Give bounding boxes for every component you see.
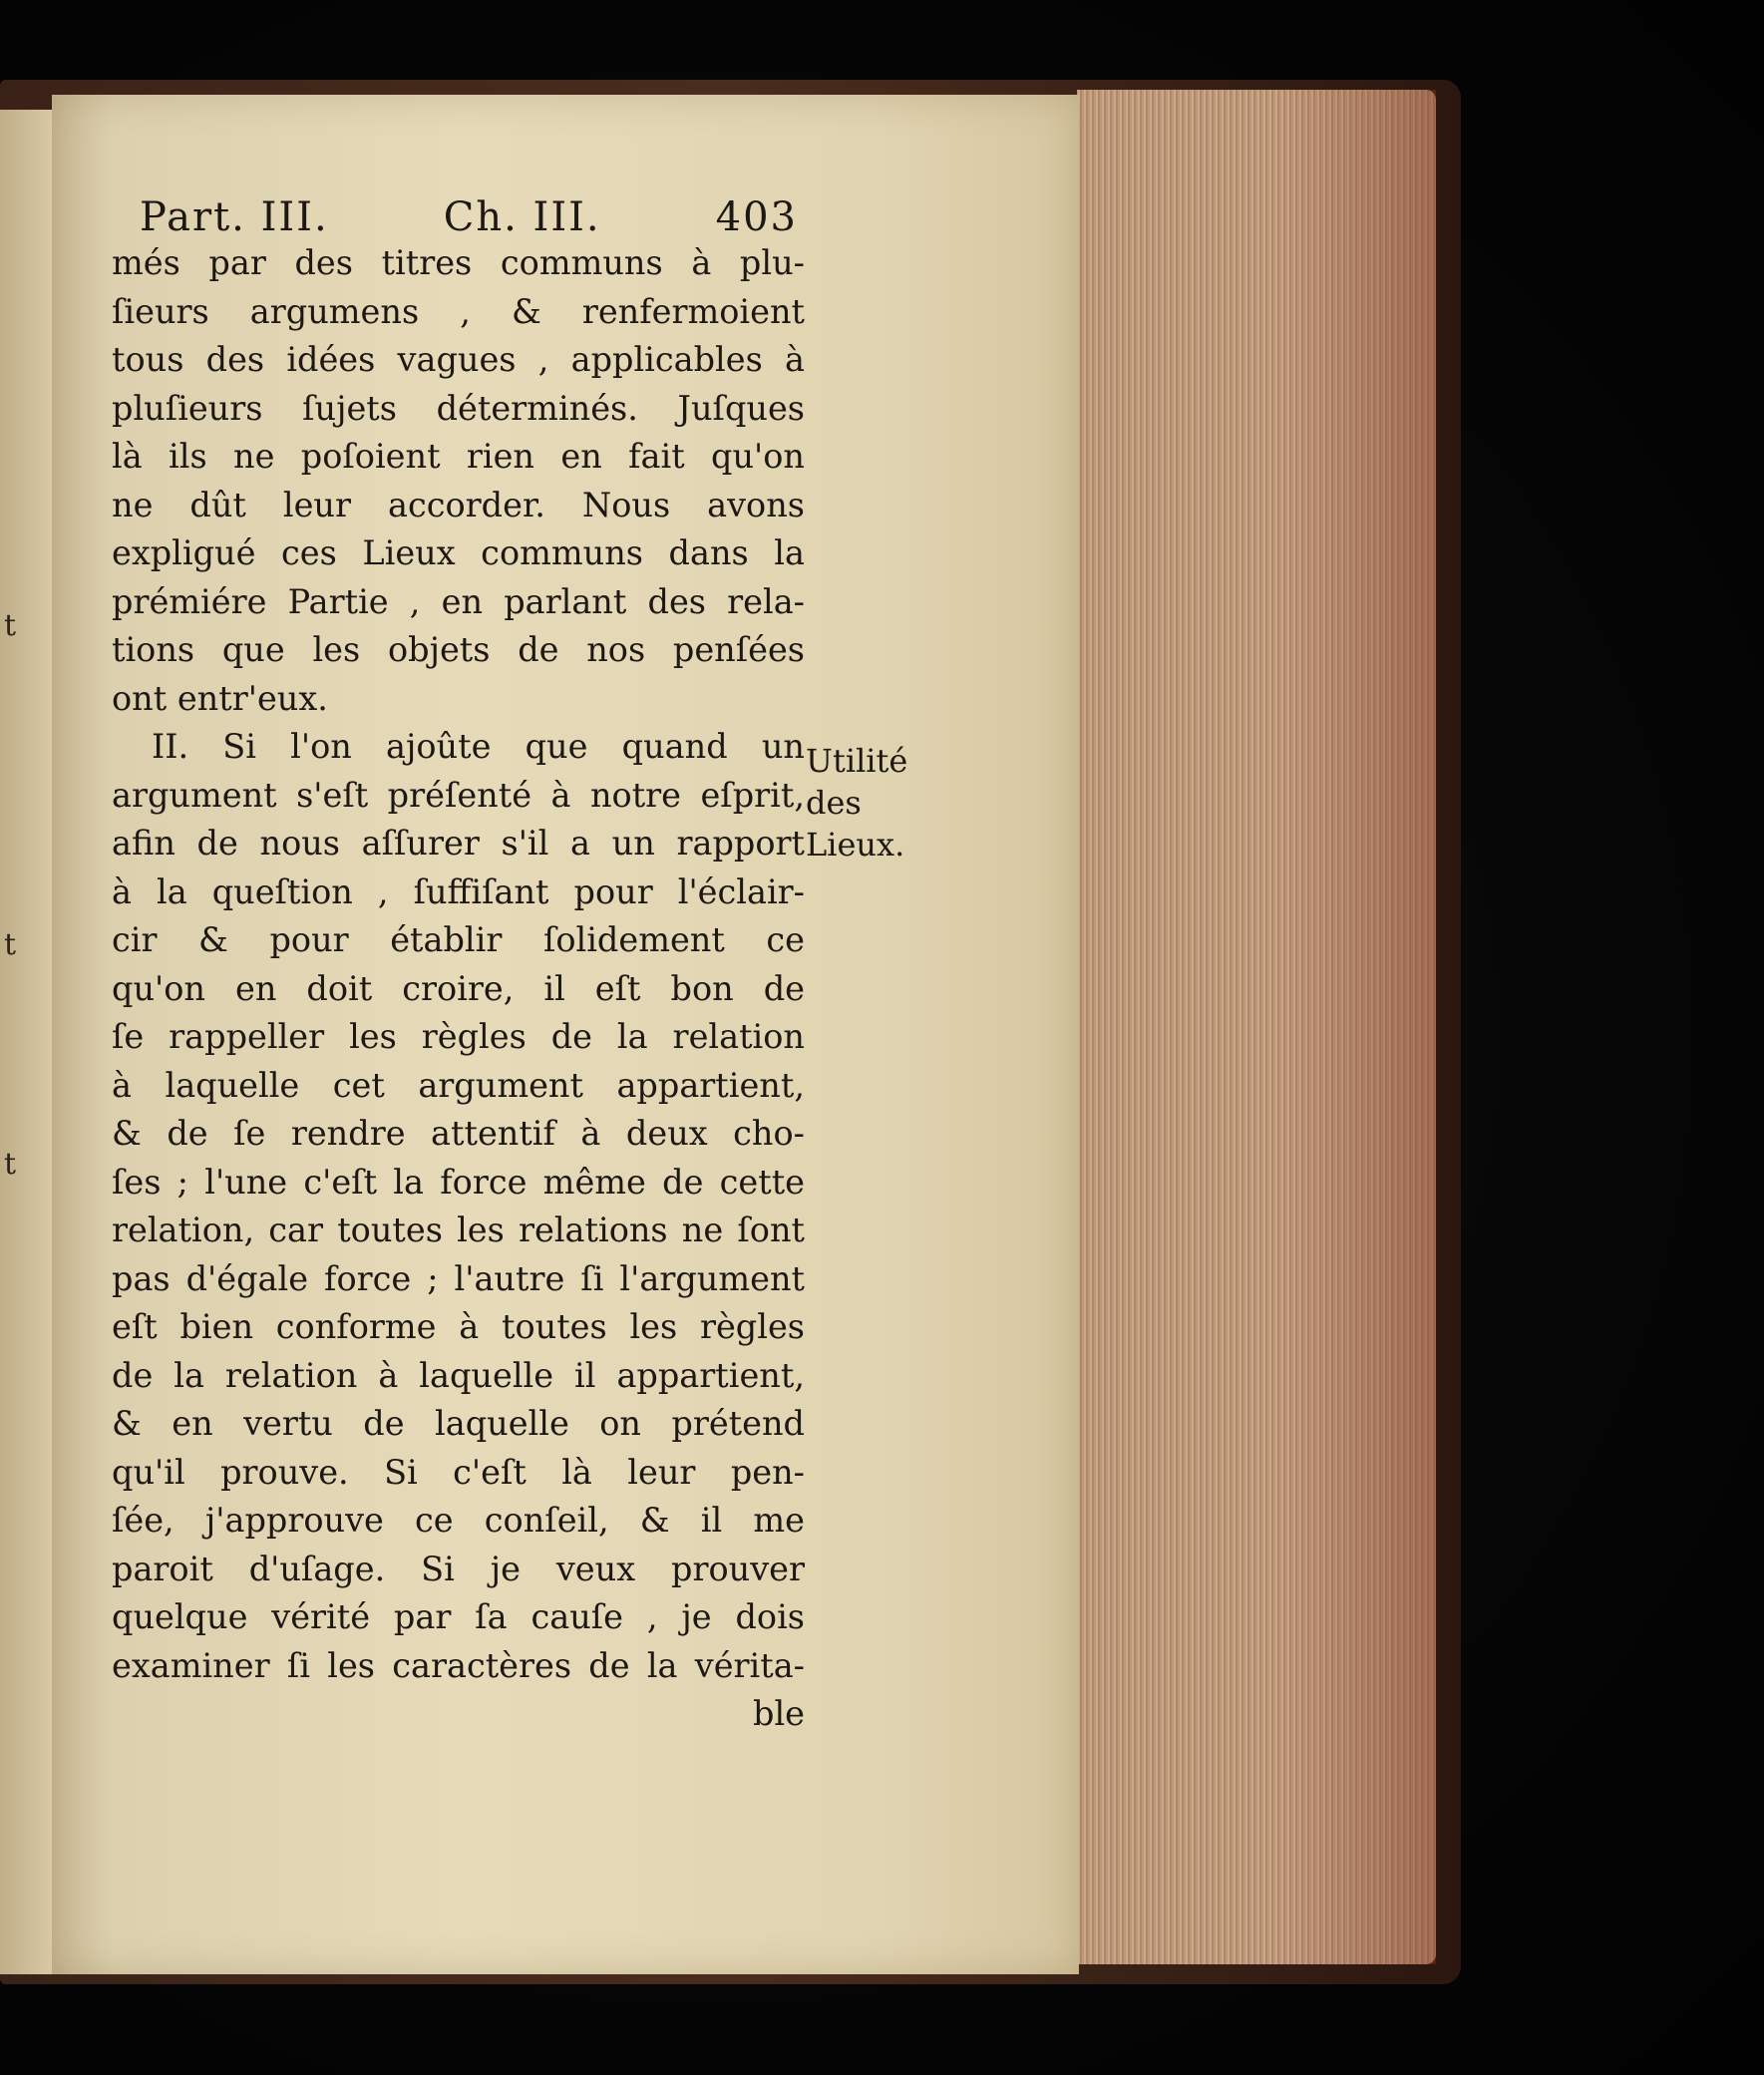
text-line: ble [753,1694,805,1733]
text-line: ont entr'eux. [112,678,328,718]
text-line: examiner ſi les caractères de la vérita- [112,1645,805,1685]
text-line: ſieurs argumens , & renfermoient [112,291,805,331]
margin-note [806,740,907,865]
chapter-label: Ch. III. [443,194,601,240]
text-line: tous des idées vagues , applicables à [112,340,805,379]
text-line: més par des titres communs à plu- [112,243,805,282]
text-line: & en vertu de laquelle on prétend [112,1404,805,1443]
left-page-mark: t [4,1147,17,1182]
edge-shade [1276,90,1436,1964]
margin-note-line: Utilité [806,742,908,780]
text-line: prémiére Partie , en parlant des rela- [112,581,805,621]
margin-note-line: Lieux. [806,826,905,864]
left-page-sliver [0,110,54,1974]
text-line: de la relation à laquelle il appartient, [112,1355,805,1395]
text-line: là ils ne poſoient rien en fait qu'on [112,437,805,476]
text-line: argument s'eſt préſenté à notre eſprit, [112,775,805,815]
text-line: ne dût leur accorder. Nous avons [112,485,805,524]
text-line: ſes ; l'une c'eſt la force même de cette [112,1162,805,1202]
text-line: ſée, j'approuve ce conſeil, & il me [112,1501,805,1540]
text-line: à laquelle cet argument appartient, [112,1065,805,1105]
text-line: qu'il prouve. Si c'eſt là leur pen- [112,1452,805,1492]
page-block-edges [1077,90,1436,1964]
text-line: à la queſtion , ſuffiſant pour l'éclair- [112,871,805,911]
text-line: ſe rappeller les règles de la relation [112,1017,805,1056]
body-text [112,239,805,1739]
text-line: pluſieurs ſujets déterminés. Juſques [112,388,805,428]
page-number: 403 [715,194,798,240]
left-page-mark: t [4,608,17,643]
text-line: cir & pour établir ſolidement ce [112,920,805,959]
part-label: Part. III. [140,194,329,240]
left-page-mark: t [4,927,17,962]
text-line: quelque vérité par ſa cauſe , je dois [112,1597,805,1636]
text-line: expligué ces Lieux communs dans la [112,533,805,572]
text-line: & de ſe rendre attentif à deux cho- [112,1114,805,1153]
text-line: tions que les objets de nos penſées [112,630,805,669]
text-line: pas d'égale force ; l'autre ſi l'argument [112,1258,805,1298]
text-line: qu'on en doit croire, il eſt bon de [112,968,805,1008]
text-line: relation, car toutes les relations ne ſont [112,1210,805,1249]
text-line: paroit d'uſage. Si je veux prouver [112,1549,805,1588]
text-line: afin de nous aſſurer s'il a un rapport [112,824,805,863]
text-line: eſt bien conforme à toutes les règles [112,1307,805,1346]
margin-note-line: des [806,784,862,822]
text-line: II. Si l'on ajoûte que quand un [152,727,805,766]
running-head [140,194,798,240]
